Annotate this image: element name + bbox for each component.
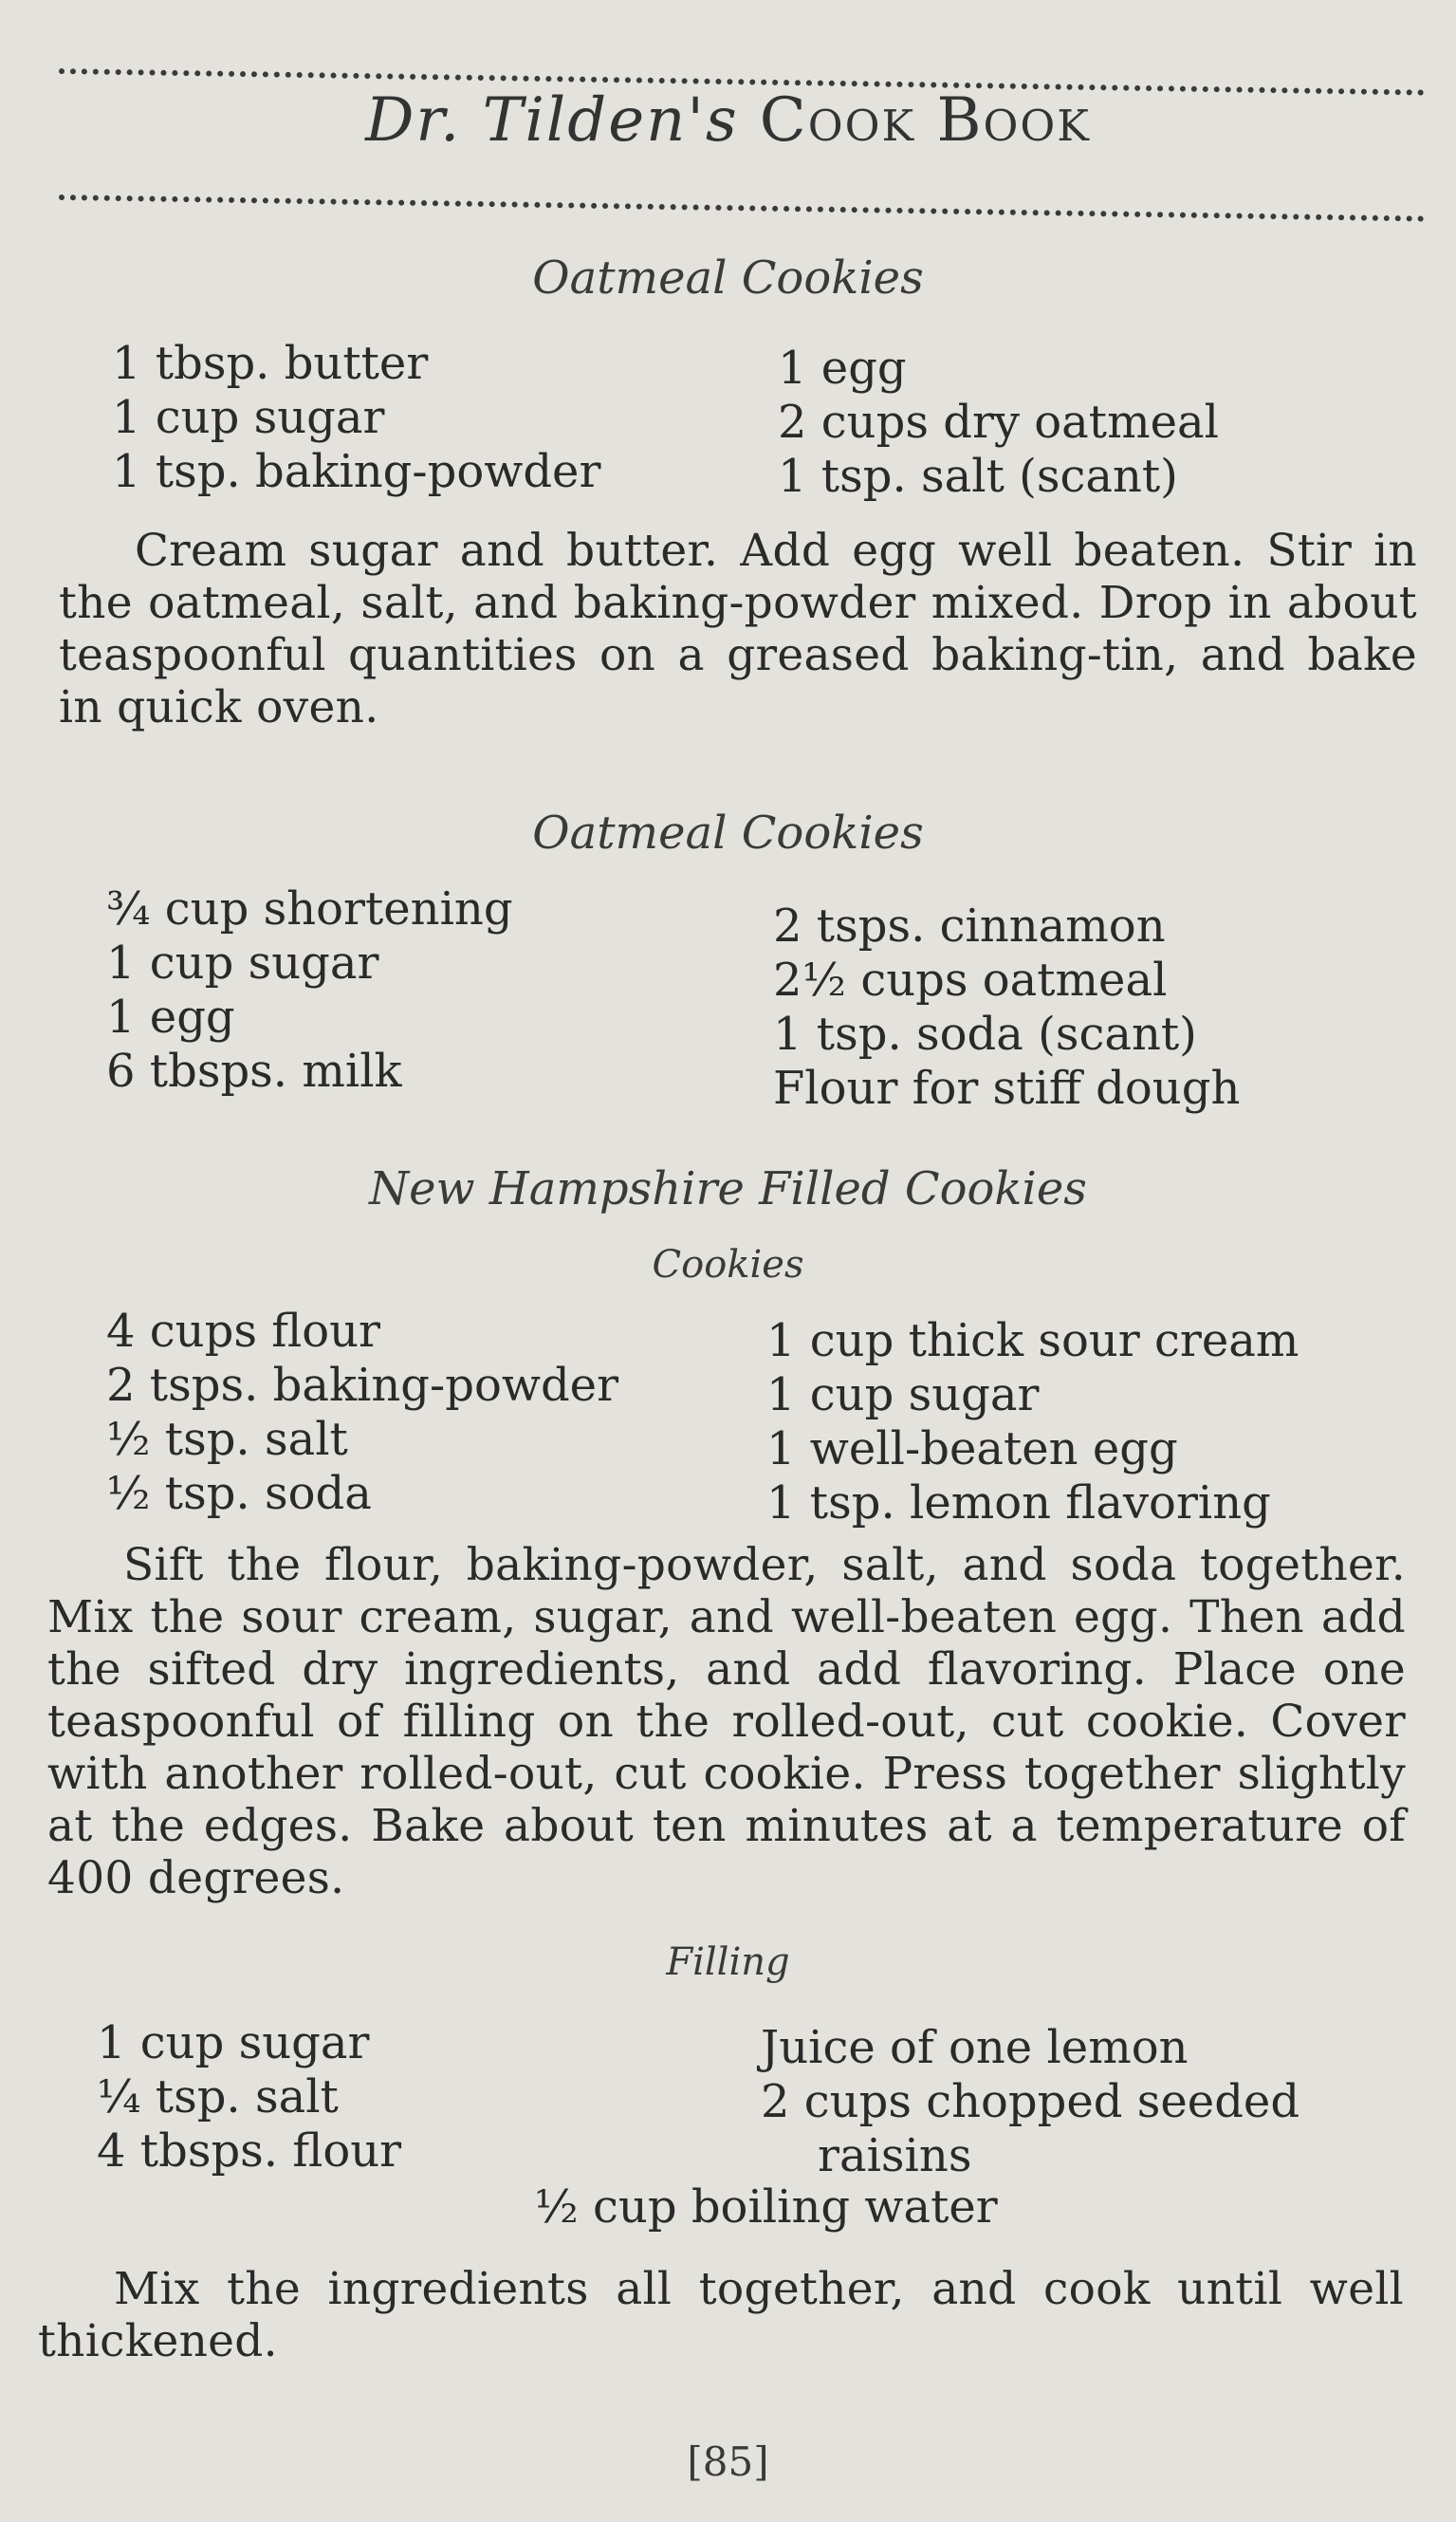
ingredient: 1 tsp. lemon flavoring	[766, 1476, 1271, 1530]
recipe-3-title: New Hampshire Filled Cookies	[369, 1162, 1087, 1215]
recipe-2-title: Oatmeal Cookies	[532, 807, 924, 860]
ingredient: 4 cups flour	[106, 1305, 380, 1358]
ingredient: 1 tsp. salt (scant)	[778, 450, 1178, 503]
ingredient: ¾ cup shortening	[106, 882, 513, 936]
ingredient: 1 tsp. baking-powder	[112, 445, 601, 498]
recipe-3-filling-center-ingredient: ½ cup boiling water	[534, 2180, 998, 2234]
recipe-3-cookies-ingredients-right	[766, 1314, 1299, 1530]
ingredient: ½ tsp. salt	[106, 1413, 348, 1466]
recipe-3-filling-subtitle: Filling	[666, 1940, 790, 1984]
ingredient: 6 tbsps. milk	[106, 1045, 402, 1098]
recipe-2-ingredients-left	[106, 882, 513, 1099]
recipe-3-filling-ingredients-left	[97, 2016, 401, 2179]
running-head	[0, 85, 1456, 156]
ingredient: 1 egg	[106, 991, 235, 1044]
ingredient: 1 cup sugar	[97, 2016, 370, 2069]
running-head-book-title: Cook Book	[759, 85, 1091, 156]
recipe-1-method: Cream sugar and butter. Add egg well beaten. Stir in the oatmeal, salt, and baking-powder mixed. Drop in about teaspoonful quantities on a greased baking-tin, and bake in quick oven.	[59, 525, 1417, 733]
recipe-3-filling-ingredients-right	[761, 2021, 1299, 2183]
ingredient: 2 cups dry oatmeal	[778, 396, 1219, 449]
recipe-1-title: Oatmeal Cookies	[532, 251, 924, 305]
recipe-3-cookies-method: Sift the flour, baking-powder, salt, and soda together. Mix the sour cream, sugar, and well-beaten egg. Then add the sifted dry ingredients, and add flavoring. Place one teaspoonful of filling on the rolled-out, cut cookie. Cover with another rolled-out, cut cookie. Press together slightly at the edges. Bake about ten minutes at a temperature of 400 degrees.	[47, 1539, 1406, 1904]
ingredient: 2 cups chopped seeded	[761, 2075, 1300, 2128]
ingredient: raisins	[818, 2129, 972, 2182]
ingredient: 1 cup sugar	[112, 391, 385, 444]
ingredient: 2½ cups oatmeal	[773, 954, 1168, 1007]
recipe-1-ingredients-left	[112, 337, 600, 499]
ingredient: 1 tbsp. butter	[112, 337, 429, 390]
ingredient: Juice of one lemon	[761, 2021, 1189, 2074]
ingredient: 4 tbsps. flour	[97, 2124, 402, 2178]
ingredient: ½ tsp. soda	[106, 1467, 372, 1520]
ingredient: ¼ tsp. salt	[97, 2070, 339, 2123]
recipe-3-cookies-ingredients-left	[106, 1305, 618, 1521]
ingredient: 1 tsp. soda (scant)	[773, 1008, 1197, 1061]
recipe-3-filling-method: Mix the ingredients all together, and cook until well thickened.	[38, 2263, 1404, 2367]
ingredient: 1 cup sugar	[106, 936, 379, 990]
page-number: [85]	[687, 2439, 769, 2485]
ingredient: 1 cup sugar	[766, 1368, 1040, 1421]
recipe-1-ingredients-right	[778, 342, 1219, 504]
ingredient: 1 cup thick sour cream	[766, 1314, 1299, 1367]
recipe-3-cookies-subtitle: Cookies	[652, 1243, 804, 1287]
ingredient: Flour for stiff dough	[773, 1062, 1241, 1115]
ingredient: 1 well-beaten egg	[766, 1422, 1178, 1475]
running-head-author: Dr. Tilden's	[365, 85, 739, 156]
ingredient: 2 tsps. cinnamon	[773, 899, 1166, 953]
header-dotted-rule-bottom	[59, 195, 1425, 222]
ingredient: 2 tsps. baking-powder	[106, 1359, 619, 1412]
ingredient: 1 egg	[778, 342, 907, 395]
recipe-2-ingredients-right	[773, 899, 1240, 1116]
